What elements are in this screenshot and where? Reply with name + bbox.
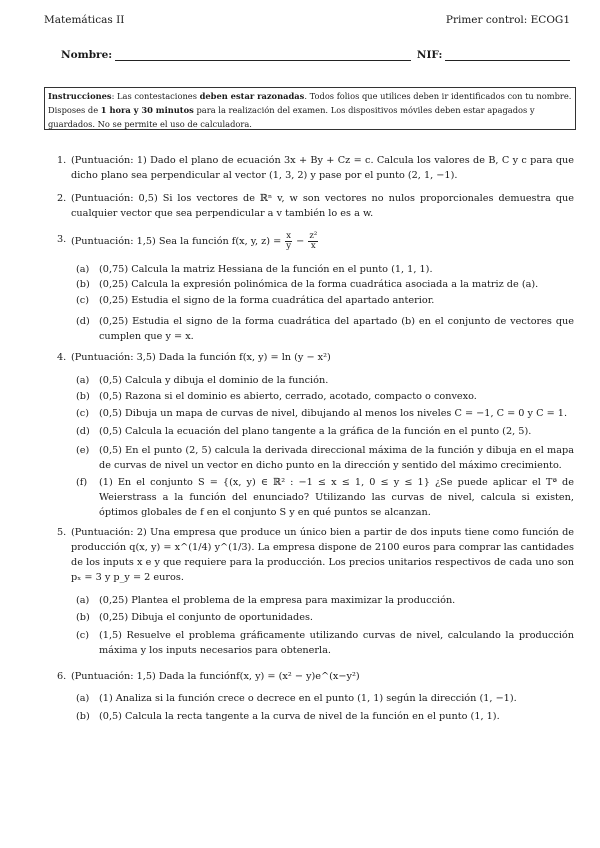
question-4b: (b) (0,5) Razona si el dominio es abierto, cerrado, acotado, compacto o convexo. — [76, 391, 477, 402]
question-3: 3. (Puntuación: 1,5) Sea la función f(x, y, z) = $\frac{x}{y}$ − $\frac{\text{z²}}{x}$ — [57, 232, 574, 251]
question-3-text: (Puntuación: 1,5) Sea la función f(x, y, z) = $\frac{x}{y}$ − $\frac{\text{z²}}{x}$ — [71, 231, 318, 251]
course-title: Matemáticas II — [44, 14, 125, 26]
question-2-text: (Puntuación: 0,5) Si los vectores de ℝⁿ v, w son vectores no nulos proporcionales demuestra que cualquier vector que sea perpendicular a v también lo es a w. — [71, 193, 574, 219]
question-3c: (c) (0,25) Estudia el signo de la forma cuadrática del apartado anterior. — [76, 295, 435, 306]
question-4: 4. (Puntuación: 3,5) Dada la función f(x, y) = ln (y − x²) — [57, 350, 574, 365]
question-6: 6. (Puntuación: 1,5) Dada la funciónf(x, y) = (x² − y)e^(x−y²) — [57, 669, 574, 684]
exam-title: Primer control: ECOG1 — [445, 14, 570, 26]
question-4c: (c) (0,5) Dibuja un mapa de curvas de nivel, dibujando al menos los niveles C = −1, C = 0 y C = 1. — [76, 408, 568, 419]
question-4-text: (Puntuación: 3,5) Dada la función f(x, y) = ln (y − x²) — [71, 352, 331, 363]
question-5c: (c) (1,5) Resuelve el problema gráficamente utilizando curvas de nivel, calculando la producción máxima y los inputs necesarios para obtenerla. — [76, 630, 574, 656]
question-4f: (f) (1) En el conjunto S = {(x, y) ∈ ℝ² : −1 ≤ x ≤ 1, 0 ≤ y ≤ 1} ¿Se puede aplicar el Tª de Weierstrass a la función del enunciado? Utilizando las curvas de nivel, calcula si existen, óptimos globales de f en el conjunto S y en qué puntos se alcanzan. — [76, 477, 574, 518]
name-label: Nombre: — [61, 49, 113, 61]
identification-row — [61, 49, 570, 61]
question-5a: (a) (0,25) Plantea el problema de la empresa para maximizar la producción. — [76, 595, 456, 606]
nif-field[interactable] — [445, 50, 570, 61]
instructions-box: Instrucciones: Las contestaciones deben estar razonadas. Todos folios que utilices deben ir identificados con tu nombre. Disposes de 1 hora y 30 minutos para la realización del examen. Los dispositivos móviles deben estar apagados y guardados. No se permite el uso de calculadora. — [44, 87, 576, 130]
question-5: 5. (Puntuación: 2) Una empresa que produce un único bien a partir de dos inputs tiene como función de producción q(x, y) = x^(1/4) y^(1/3). La empresa dispone de 2100 euros para comprar las cantidades de los inputs x e y que requiere para la producción. Los precios unitarios respectivos de cada uno son pₓ = 3 y p_y = 2 euros. — [57, 527, 574, 583]
question-4e: (e) (0,5) En el punto (2, 5) calcula la derivada direccional máxima de la función y dibuja en el mapa de curvas de nivel un vector en dicho punto en la dirección y sentido del máximo crecimiento. — [76, 445, 574, 471]
question-3a: (a) (0,75) Calcula la matriz Hessiana de la función en el punto (1, 1, 1). — [76, 264, 433, 275]
page-header — [44, 14, 570, 26]
question-2: 2. (Puntuación: 0,5) Si los vectores de ℝⁿ v, w son vectores no nulos proporcionales demuestra que cualquier vector que sea perpendicular a v también lo es a w. — [57, 193, 574, 219]
question-5-text: (Puntuación: 2) Una empresa que produce un único bien a partir de dos inputs tiene como función de producción q(x, y) = x^(1/4) y^(1/3). La empresa dispone de 2100 euros para comprar las cantidades de los inputs x e y que requiere para la producción. Los precios unitarios respectivos de cada uno son pₓ = 3 y p_y = 2 euros. — [71, 527, 574, 583]
question-6b: (b) (0,5) Calcula la recta tangente a la curva de nivel de la función en el punto (1, 1). — [76, 711, 500, 722]
question-6-text: (Puntuación: 1,5) Dada la funciónf(x, y) = (x² − y)e^(x−y²) — [71, 671, 360, 682]
question-3b: (b) (0,25) Calcula la expresión polinómica de la forma cuadrática asociada a la matriz de (a). — [76, 279, 539, 290]
question-3d: (d) (0,25) Estudia el signo de la forma cuadrática del apartado (b) en el conjunto de vectores que cumplen que y = x. — [76, 316, 574, 342]
question-4d: (d) (0,5) Calcula la ecuación del plano tangente a la gráfica de la función en el punto (2, 5). — [76, 426, 532, 437]
question-1-text: (Puntuación: 1) Dado el plano de ecuación 3x + By + Cz = c. Calcula los valores de B, C y c para que dicho plano sea perpendicular al vector (1, 3, 2) y pase por el punto (2, 1, −1). — [71, 155, 574, 181]
name-field[interactable] — [115, 50, 411, 61]
question-4a: (a) (0,5) Calcula y dibuja el dominio de la función. — [76, 375, 329, 386]
nif-label: NIF: — [416, 49, 443, 61]
question-6a: (a) (1) Analiza si la función crece o decrece en el punto (1, 1) según la dirección (1, −1). — [76, 693, 517, 704]
question-1: 1. (Puntuación: 1) Dado el plano de ecuación 3x + By + Cz = c. Calcula los valores de B, C y c para que dicho plano sea perpendicular al vector (1, 3, 2) y pase por el punto (2, 1, −1). — [57, 155, 574, 181]
question-5b: (b) (0,25) Dibuja el conjunto de oportunidades. — [76, 612, 314, 623]
